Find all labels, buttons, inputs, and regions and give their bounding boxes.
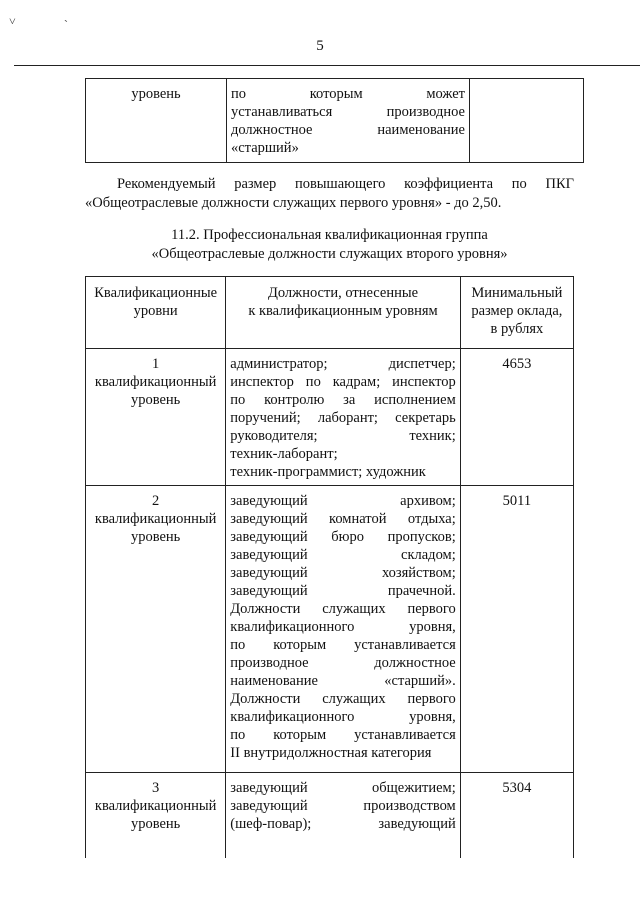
salary-cell: 4653 (460, 349, 573, 486)
header-line: Квалификационные (94, 285, 218, 301)
position-line: заведующий бюро пропусков; (230, 529, 456, 545)
header-rule (14, 65, 640, 66)
scan-mark: ˅ (9, 14, 16, 28)
positions-cell (226, 773, 460, 859)
position-line: производное должностное (230, 655, 456, 671)
position-line: Должности служащих первого (230, 691, 456, 707)
level-number: 1 (152, 356, 160, 372)
positions-cell (226, 349, 460, 486)
level-label: квалификационный (94, 374, 217, 390)
level-cell (86, 486, 226, 773)
position-line: по которым устанавливается (230, 727, 456, 743)
scan-mark: ˴ (64, 12, 68, 26)
level-label: квалификационный (94, 798, 217, 814)
position-line: поручений; лаборант; секретарь (230, 410, 456, 426)
position-line: заведующий комнатой отдыха; (230, 511, 456, 527)
position-line: техник-программист; художник (230, 464, 426, 480)
table-row (86, 773, 574, 859)
position-line: II внутридолжностная категория (230, 745, 432, 761)
position-line: инспектор по кадрам; инспектор (230, 374, 456, 390)
cell-line: устанавливаться производное (231, 104, 465, 120)
header-line: размер оклада, (471, 303, 563, 319)
position-line: по контролю за исполнением (230, 392, 456, 408)
level-number: 2 (152, 493, 160, 509)
cell-line: «старший» (231, 140, 299, 156)
level-cell (86, 773, 226, 859)
position-line: квалификационного уровня, (230, 709, 456, 725)
header-line: к квалификационным уровням (248, 303, 438, 319)
position-line: руководителя; техник; (230, 428, 456, 444)
continuation-salary-cell (470, 79, 584, 163)
position-line: заведующий производством (230, 798, 456, 814)
salary-cell: 5304 (460, 773, 573, 859)
paragraph-line: «Общеотраслевые должности служащих первого уровня» - до 2,50. (85, 195, 502, 211)
header-line: Должности, отнесенные (267, 285, 419, 301)
header-level (86, 277, 226, 349)
section-heading-line: «Общеотраслевые должности служащих второго уровня» (151, 246, 508, 262)
continuation-table (85, 78, 584, 163)
level-label: уровень (130, 529, 181, 545)
table-header-row (86, 277, 574, 349)
table-row (86, 486, 574, 773)
cell-line: должностное наименование (231, 122, 465, 138)
header-positions (226, 277, 460, 349)
continuation-title-cell (227, 79, 470, 163)
section-heading (85, 226, 574, 264)
header-line: в рублях (490, 321, 544, 337)
position-line: Должности служащих первого (230, 601, 456, 617)
position-line: заведующий архивом; (230, 493, 456, 509)
position-line: администратор; диспетчер; (230, 356, 456, 372)
position-line: заведующий прачечной. (230, 583, 456, 599)
header-line: Минимальный (471, 285, 563, 301)
coefficient-paragraph (85, 175, 574, 213)
position-line: наименование «старший». (230, 673, 456, 689)
header-line: уровни (133, 303, 178, 319)
level-cell (86, 349, 226, 486)
page-number: 5 (316, 38, 324, 54)
position-line: заведующий складом; (230, 547, 456, 563)
position-line: квалификационного уровня, (230, 619, 456, 635)
paragraph-line: Рекомендуемый размер повышающего коэффициента по ПКГ (117, 176, 574, 192)
continuation-level-cell: уровень (86, 79, 227, 163)
position-line: заведующий общежитием; (230, 780, 456, 796)
positions-cell (226, 486, 460, 773)
position-line: заведующий хозяйством; (230, 565, 456, 581)
section-heading-line: 11.2. Профессиональная квалификационная группа (171, 227, 488, 243)
table-row (86, 79, 584, 163)
header-salary (460, 277, 573, 349)
position-line: по которым устанавливается (230, 637, 456, 653)
level-label: уровень (130, 392, 181, 408)
position-line: (шеф-повар); заведующий (230, 816, 456, 832)
position-line: техник-лаборант; (230, 446, 338, 462)
level-label: уровень (130, 816, 181, 832)
cell-line: по которым может (231, 86, 465, 102)
level-label: квалификационный (94, 511, 217, 527)
table-row (86, 349, 574, 486)
salary-cell: 5011 (460, 486, 573, 773)
level-number: 3 (152, 780, 160, 796)
qualification-table (85, 276, 574, 858)
